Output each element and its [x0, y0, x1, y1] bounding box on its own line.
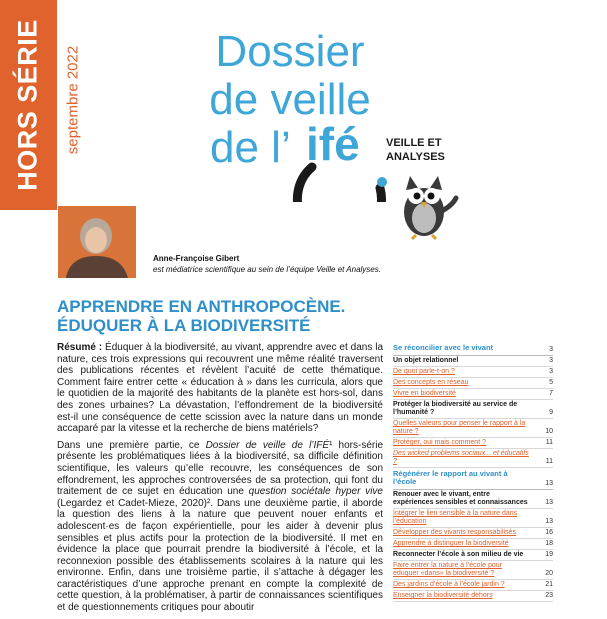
- owl-mascot-icon: [392, 168, 462, 240]
- toc-entry-label: Des jardins d’école à l’école jardin ?: [393, 581, 505, 588]
- toc-page-number: 3: [549, 357, 553, 364]
- toc-page-number: 20: [545, 570, 553, 577]
- badge-line-2: ANALYSES: [386, 151, 445, 163]
- toc-page-number: 13: [545, 499, 553, 506]
- article-headline: [57, 297, 417, 335]
- summary-column: [57, 342, 383, 619]
- title-line-3: de l’: [210, 123, 291, 172]
- para-text-d: question sociétale hyper vive: [248, 486, 383, 498]
- toc-entry-label: Reconnecter l’école à son milieu de vie: [393, 551, 524, 558]
- toc-entry-label: Protéger, oui mais comment ?: [393, 439, 486, 446]
- toc-entry-label: De quoi parle-t-on ?: [393, 368, 455, 375]
- summary-label: Résumé :: [57, 342, 103, 353]
- toc-section[interactable]: [393, 342, 553, 356]
- toc-entry-label: Renouer avec le vivant, entre expériences sensibles et connaissances: [393, 491, 528, 506]
- toc-entry[interactable]: [393, 580, 553, 591]
- title-line-2: de veille: [209, 75, 371, 124]
- para-text-b: Dossier de veille de l’IFÉ: [205, 439, 330, 451]
- toc-entry[interactable]: [393, 400, 553, 419]
- badge-line-1: VEILLE ET: [386, 137, 442, 149]
- toc-page-number: 16: [545, 529, 553, 536]
- toc-page-number: 11: [545, 439, 553, 446]
- toc-section-label: Régénérer le rapport au vivant à l’école: [393, 469, 508, 486]
- toc-section[interactable]: [393, 468, 553, 490]
- toc-page-number: 19: [545, 551, 553, 558]
- toc-page-number: 13: [545, 518, 553, 525]
- toc-entry[interactable]: [393, 438, 553, 449]
- toc-entry[interactable]: [393, 528, 553, 539]
- toc-entry[interactable]: [393, 419, 553, 438]
- author-photo: [58, 206, 136, 278]
- toc-entry-label: Intégrer le lien sensible à la nature dans l’éducation: [393, 510, 518, 525]
- para-text-e: (Legardez et Cadet-Mieze, 2020)². Dans une deuxième partie, il aborde la question des liens à la nature que peuvent nouer enfants et adolescent·es de façon expérientielle, pour les aider à devenir plus sensibles et plus actifs pour la protection de la biodiversité. Il met en évidence la place que pourrait prendre la biodiversité à l’école, et la reconnexion possible des établissements scolaires à la nature qui les environne. Enfin, dans une troisième partie, il s’attache à dégager les caractéristiques d’une approche prenant en compte la complexité de cette question, à la problématiser, à partir de connaissances scientifiques et de questionnements critiques pour aboutir: [57, 497, 383, 614]
- author-name: Anne-Françoise Gibert: [153, 254, 240, 263]
- summary-paragraph: [57, 342, 383, 435]
- toc-entry[interactable]: [393, 550, 553, 561]
- headline-line-2: ÉDUQUER À LA BIODIVERSITÉ: [57, 316, 311, 335]
- ife-logo-text: ifé: [306, 118, 360, 170]
- author-block: [153, 253, 381, 275]
- toc-entry[interactable]: [393, 367, 553, 378]
- toc-page-number: 3: [549, 346, 553, 353]
- toc-entry-label: Développer des vivants responsabilisés: [393, 529, 516, 536]
- para-text-a: Dans une première partie, ce: [57, 439, 206, 451]
- toc-entry[interactable]: [393, 389, 553, 400]
- author-portrait-icon: [58, 206, 136, 278]
- toc-entry[interactable]: [393, 449, 553, 468]
- toc-page-number: 10: [545, 428, 553, 435]
- toc-page-number: 23: [545, 592, 553, 599]
- issue-date: septembre 2022: [64, 45, 82, 155]
- toc-page-number: 21: [545, 581, 553, 588]
- toc-entry-label: Des wicked problems sociaux... et éducatifs ?: [393, 450, 529, 465]
- toc-entry[interactable]: [393, 509, 553, 528]
- toc-entry[interactable]: [393, 591, 553, 602]
- toc-entry-label: Un objet relationnel: [393, 357, 459, 364]
- para-text-c: ¹ hors-série présente les problématiques liées à la biodiversité, sa difficile définition scientifique, les valeurs qu’elle recouvre, les conséquences de son effondrement, les approches controversées de sa protection, qui font du traitement de ce sujet en éducation une: [57, 439, 384, 498]
- toc-entry-label: Des concepts en réseau: [393, 379, 469, 386]
- toc-entry[interactable]: [393, 378, 553, 389]
- toc-entry[interactable]: [393, 561, 553, 580]
- toc-page-number: 18: [545, 540, 553, 547]
- headline-line-1: APPRENDRE EN ANTHROPOCÈNE.: [57, 297, 346, 316]
- toc-entry[interactable]: [393, 539, 553, 550]
- intro-paragraph: [57, 440, 383, 614]
- toc-page-number: 11: [545, 458, 553, 465]
- summary-text: Éduquer à la biodiversité, au vivant, apprendre avec et dans la nature, ces trois expressions qui recouvrent une même réalité traversent des publications récentes et révèlent l’acuité de cette thématique. Comment faire entrer cette « éducation à » dans les curricula, alors que le quotidien de la majorité des habitants de la planète est hors-sol, dans des zones urbaines? La dévastation, l’effondrement de la biodiversité est-il une conséquence de cette scission avec la nature dans un monde accaparé par la vitesse et la recherche de biens matériels?: [57, 342, 384, 435]
- toc-section-label: Se réconcilier avec le vivant: [393, 343, 494, 352]
- toc-page-number: 7: [549, 390, 553, 397]
- toc-entry-label: Enseigner la biodiversité dehors: [393, 592, 493, 599]
- title-line-1: Dossier: [215, 27, 365, 76]
- author-role: est médiatrice scientifique au sein de l’équipe Veille et Analyses.: [153, 265, 381, 274]
- toc-entry[interactable]: [393, 490, 553, 509]
- table-of-contents: [393, 342, 553, 602]
- hors-serie-band: [0, 0, 57, 210]
- toc-entry-label: Vivre en biodiversité: [393, 390, 456, 397]
- toc-entry-label: Faire entrer la nature à l’école pour éduquer «dans» la biodiversité ?: [393, 562, 502, 577]
- toc-entry[interactable]: [393, 356, 553, 367]
- toc-page-number: 9: [549, 409, 553, 416]
- toc-entry-label: Apprendre à distinguer la biodiversité: [393, 540, 509, 547]
- toc-page-number: 5: [549, 379, 553, 386]
- toc-page-number: 3: [549, 368, 553, 375]
- toc-entry-label: Protéger la biodiversité au service de l’humanité ?: [393, 401, 518, 416]
- toc-entry-label: Quelles valeurs pour penser le rapport à la nature ?: [393, 420, 526, 435]
- toc-page-number: 13: [545, 480, 553, 487]
- hors-serie-label: HORS SÉRIE: [12, 19, 43, 191]
- veille-analyses-badge: [386, 136, 445, 164]
